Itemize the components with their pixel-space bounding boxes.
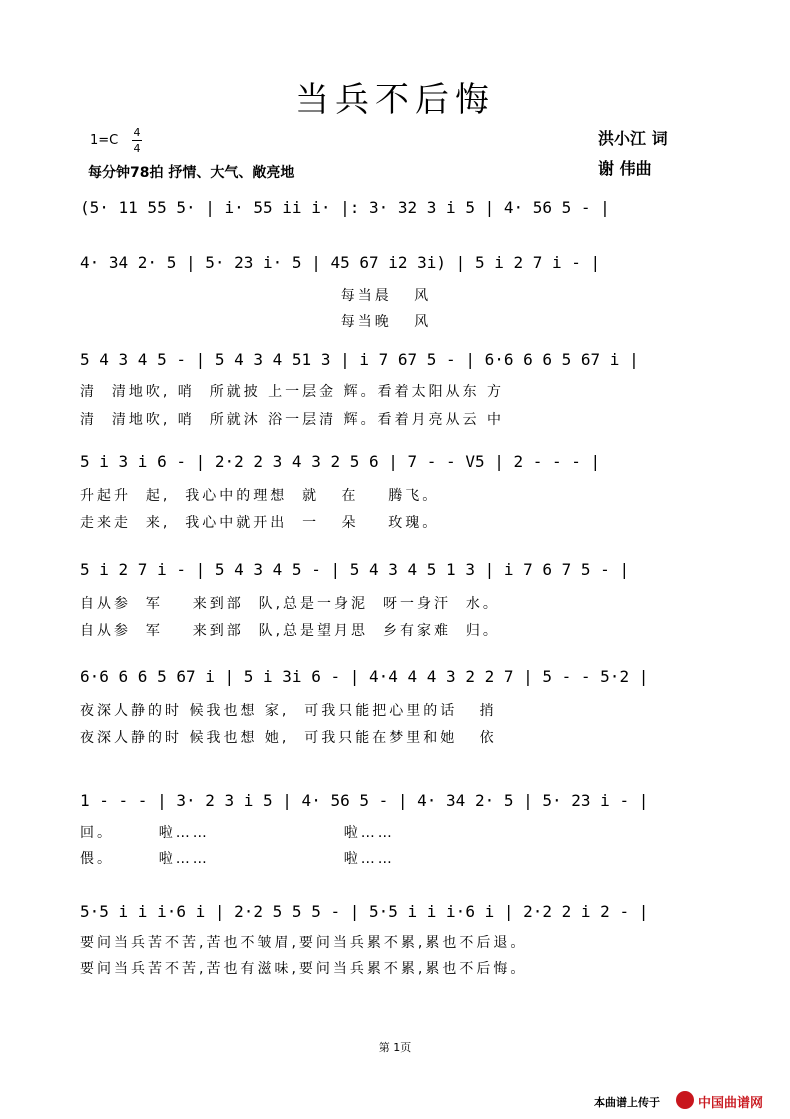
lyric-line-verse1: 每当晨 风 — [80, 288, 432, 304]
key-signature — [90, 126, 141, 155]
site-logo-icon — [676, 1091, 694, 1109]
song-title: 当兵不后悔 — [295, 80, 495, 120]
time-top: 4 — [133, 126, 141, 139]
lyric-line-verse2: 清 清地吹, 哨 所就沐 浴一层清 辉。看着月亮从云 中 — [80, 412, 505, 428]
lyric-line-verse1: 升起升 起, 我心中的理想 就 在 腾飞。 — [80, 488, 440, 504]
lyric-line-verse2: 夜深人静的时 候我也想 她, 可我只能在梦里和她 依 — [80, 730, 497, 746]
lyricist-credit: 洪小江 词 — [598, 129, 668, 148]
music-line: 5 i 2 7 i - | 5 4 3 4 5 - | 5 4 3 4 5 1 3 | i 7 6 7 5 - | — [80, 560, 630, 579]
music-line: 5·5 i i i·6 i | 2·2 5 5 5 - | 5·5 i i i·6 i | 2·2 2 i 2 - | — [80, 902, 649, 921]
upload-note: 本曲谱上传于 — [594, 1096, 660, 1109]
lyric-line-verse2: 偎。 啦…… 啦…… — [80, 851, 395, 867]
music-line: 5 4 3 4 5 - | 5 4 3 4 51 3 | i 7 67 5 - | 6·6 6 6 5 67 i | — [80, 350, 639, 369]
lyric-line-verse1: 回。 啦…… 啦…… — [80, 825, 395, 841]
time-bottom: 4 — [133, 142, 141, 155]
lyric-line-verse2: 要问当兵苦不苦,苦也有滋味,要问当兵累不累,累也不后悔。 — [80, 961, 528, 977]
site-logo — [676, 1090, 782, 1110]
lyric-line-verse1: 清 清地吹, 哨 所就披 上一层金 辉。看着太阳从东 方 — [80, 384, 505, 400]
lyric-line-verse2: 自从参 军 来到部 队,总是望月思 乡有家难 归。 — [80, 623, 500, 639]
music-line-intro: (5· 11 55 5· | i· 55 ii i· |: 3· 32 3 i 5 | 4· 56 5 - | — [80, 198, 610, 217]
lyric-line-verse1: 要问当兵苦不苦,苦也不皱眉,要问当兵累不累,累也不后退。 — [80, 935, 528, 951]
time-signature — [132, 126, 142, 155]
music-line: 4· 34 2· 5 | 5· 23 i· 5 | 45 67 i2 3i) | 5 i 2 7 i - | — [80, 253, 601, 272]
tempo-marking: 每分钟78拍 抒情、大气、敞亮地 — [88, 165, 295, 181]
music-line: 5 i 3 i 6 - | 2·2 2 3 4 3 2 5 6 | 7 - - V5 | 2 - - - | — [80, 452, 601, 471]
lyric-line-verse2: 每当晚 风 — [80, 314, 432, 330]
time-bar — [132, 140, 142, 141]
site-logo-text: 中国曲谱网 — [698, 1096, 764, 1111]
music-line: 1 - - - | 3· 2 3 i 5 | 4· 56 5 - | 4· 34 2· 5 | 5· 23 i - | — [80, 791, 649, 810]
key-label: 1=C — [90, 133, 119, 148]
composer-credit: 谢 伟曲 — [598, 159, 652, 178]
lyric-line-verse2: 走来走 来, 我心中就开出 一 朵 玫瑰。 — [80, 515, 440, 531]
lyric-line-verse1: 自从参 军 来到部 队,总是一身泥 呀一身汗 水。 — [80, 596, 500, 612]
page-number: 第 1页 — [378, 1041, 412, 1054]
music-line: 6·6 6 6 5 67 i | 5 i 3i 6 - | 4·4 4 4 3 2 2 7 | 5 - - 5·2 | — [80, 667, 649, 686]
lyric-line-verse1: 夜深人静的时 候我也想 家, 可我只能把心里的话 捎 — [80, 703, 497, 719]
